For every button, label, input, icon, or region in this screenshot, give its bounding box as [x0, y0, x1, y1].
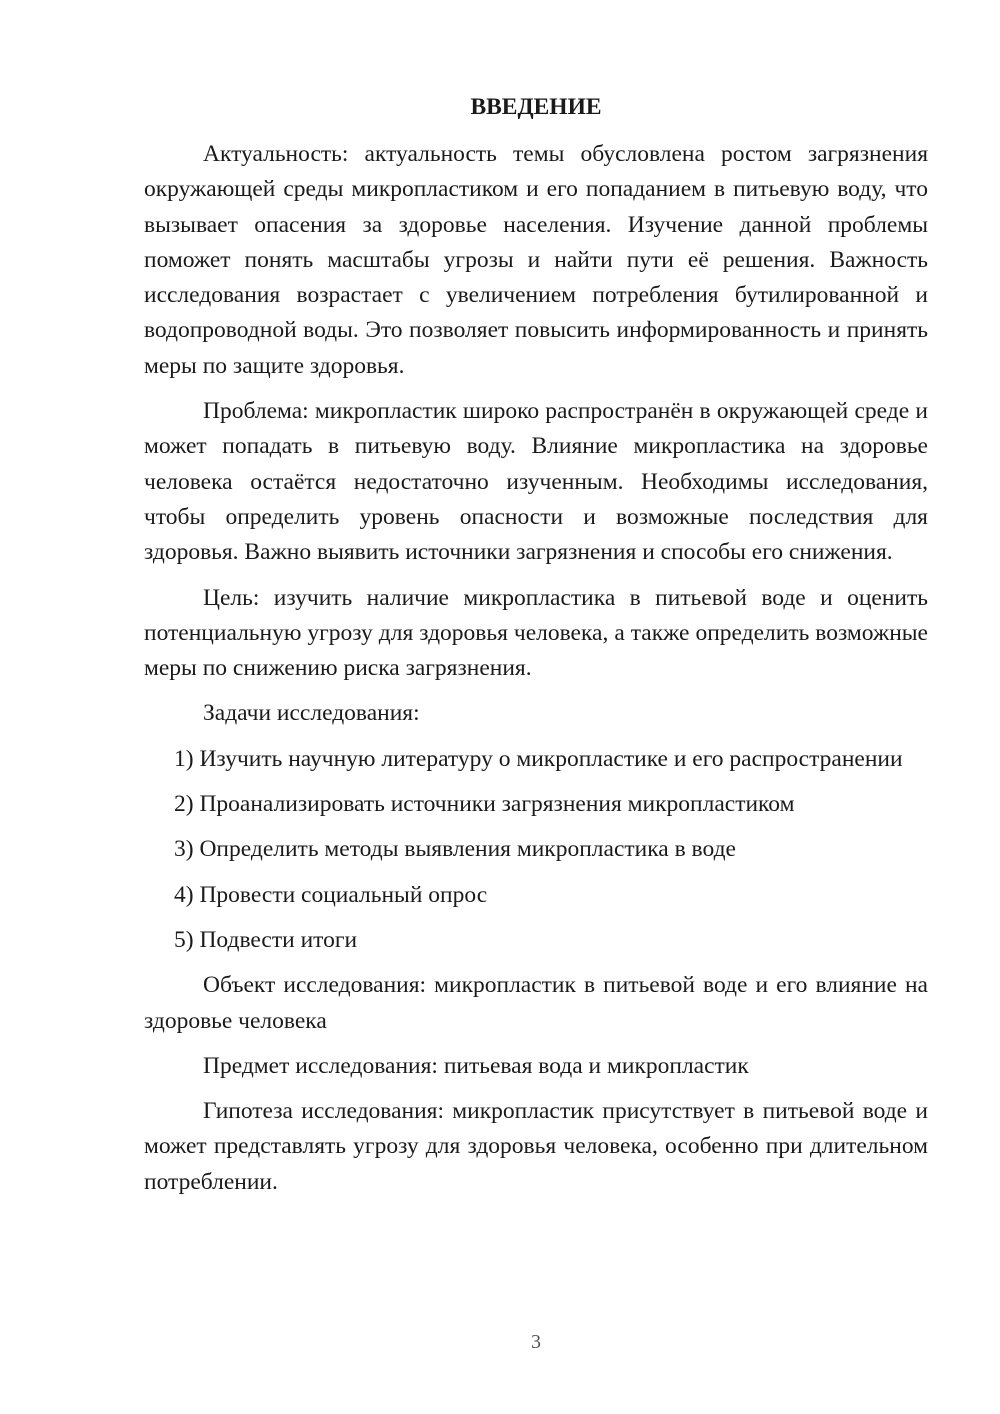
tasks-heading: Задачи исследования:	[203, 700, 420, 727]
hypothesis-paragraph: Гипотеза исследования: микропластик присутствует в питьевой воде и может представлять угрозу для здоровья человека, особенно при длительном потреблении.	[144, 1098, 928, 1195]
task-item-4: 4) Провести социальный опрос	[174, 881, 488, 908]
page-number: 3	[531, 1331, 541, 1353]
page-content	[144, 90, 928, 1210]
problem-paragraph: Проблема: микропластик широко распространён в окружающей среде и может попадать в питьевую воду. Влияние микропластика на здоровье человека остаётся недостаточно изученным. Необходимы исследования, чтобы определить уровень опасности и возможные последствия для здоровья. Важно выявить источники загрязнения и способы его снижения.	[144, 398, 928, 566]
task-item-2: 2) Проанализировать источники загрязнения микропластиком	[174, 791, 795, 818]
task-item-3: 3) Определить методы выявления микропластика в воде	[174, 836, 736, 863]
section-title: ВВЕДЕНИЕ	[470, 94, 602, 120]
object-paragraph: Объект исследования: микропластик в питьевой воде и его влияние на здоровье человека	[144, 972, 928, 1034]
task-item-5: 5) Подвести итоги	[174, 926, 358, 953]
relevance-paragraph: Актуальность: актуальность темы обусловлена ростом загрязнения окружающей среды микропластиком и его попаданием в питьевую воду, что вызывает опасения за здоровье населения. Изучение данной проблемы поможет понять масштабы угрозы и найти пути её решения. Важность исследования возрастает с увеличением потребления бутилированной и водопроводной воды. Это позволяет повысить информированность и принять меры по защите здоровья.	[144, 141, 928, 379]
subject-paragraph: Предмет исследования: питьевая вода и микропластик	[203, 1052, 749, 1079]
goal-paragraph: Цель: изучить наличие микропластика в питьевой воде и оценить потенциальную угрозу для здоровья человека, а также определить возможные меры по снижению риска загрязнения.	[144, 584, 928, 682]
task-item-1: 1) Изучить научную литературу о микропластике и его распространении	[174, 745, 903, 772]
